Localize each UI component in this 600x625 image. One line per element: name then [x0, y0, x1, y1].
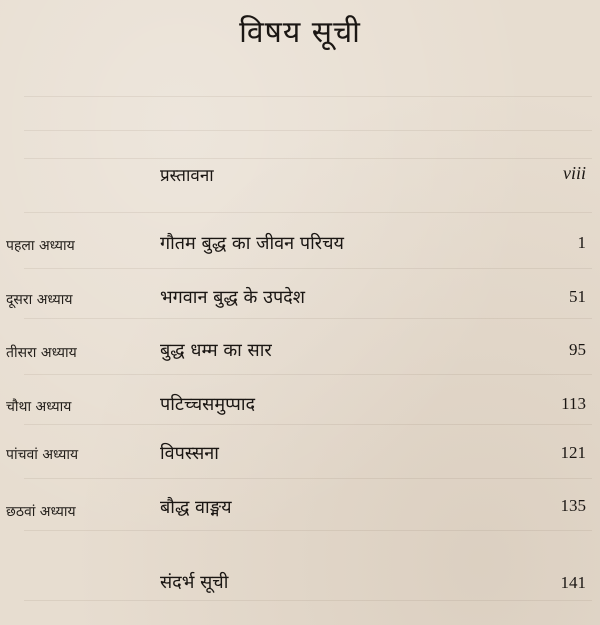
toc-row-chapter-6: [0, 495, 600, 525]
toc-page-number: 135: [560, 496, 586, 515]
toc-row-chapter-5: [0, 441, 600, 471]
toc-chapter-label: पहला अध्याय: [6, 238, 75, 254]
toc-entry-title: बौद्ध वाङ्मय: [160, 497, 232, 518]
toc-entry-title: प्रस्तावना: [160, 166, 214, 186]
toc-chapter-label: तीसरा अध्याय: [6, 345, 77, 361]
toc-entry-title: भगवान बुद्ध के उपदेश: [160, 287, 305, 308]
page-title: विषय सूची: [239, 15, 361, 50]
toc-row-references: [0, 570, 600, 600]
toc-row-chapter-4: [0, 391, 600, 421]
toc-page-number: 121: [560, 443, 586, 462]
toc-page-number: 51: [569, 287, 586, 306]
toc-chapter-label: दूसरा अध्याय: [6, 292, 73, 308]
toc-entry-title: संदर्भ सूची: [160, 572, 229, 593]
toc-page-number: 1: [577, 233, 586, 252]
toc-row-preface: [0, 163, 600, 193]
toc-page-number: 95: [569, 340, 586, 359]
toc-row-chapter-3: [0, 337, 600, 367]
toc-entry-title: पटिच्चसमुप्पाद: [160, 394, 256, 415]
toc-chapter-label: छठवां अध्याय: [6, 504, 76, 520]
toc-chapter-label: चौथा अध्याय: [6, 399, 72, 415]
toc-entry-title: बुद्ध धम्म का सार: [160, 340, 272, 361]
toc-chapter-label: पांचवां अध्याय: [6, 447, 79, 463]
toc-entry-title: विपस्सना: [160, 443, 219, 464]
toc-row-chapter-1: [0, 230, 600, 260]
toc-page-number: 141: [560, 573, 586, 592]
toc-row-chapter-2: [0, 284, 600, 314]
toc-page-number: 113: [561, 394, 586, 413]
toc-page-number: viii: [563, 163, 586, 183]
toc-entry-title: गौतम बुद्ध का जीवन परिचय: [160, 233, 344, 254]
